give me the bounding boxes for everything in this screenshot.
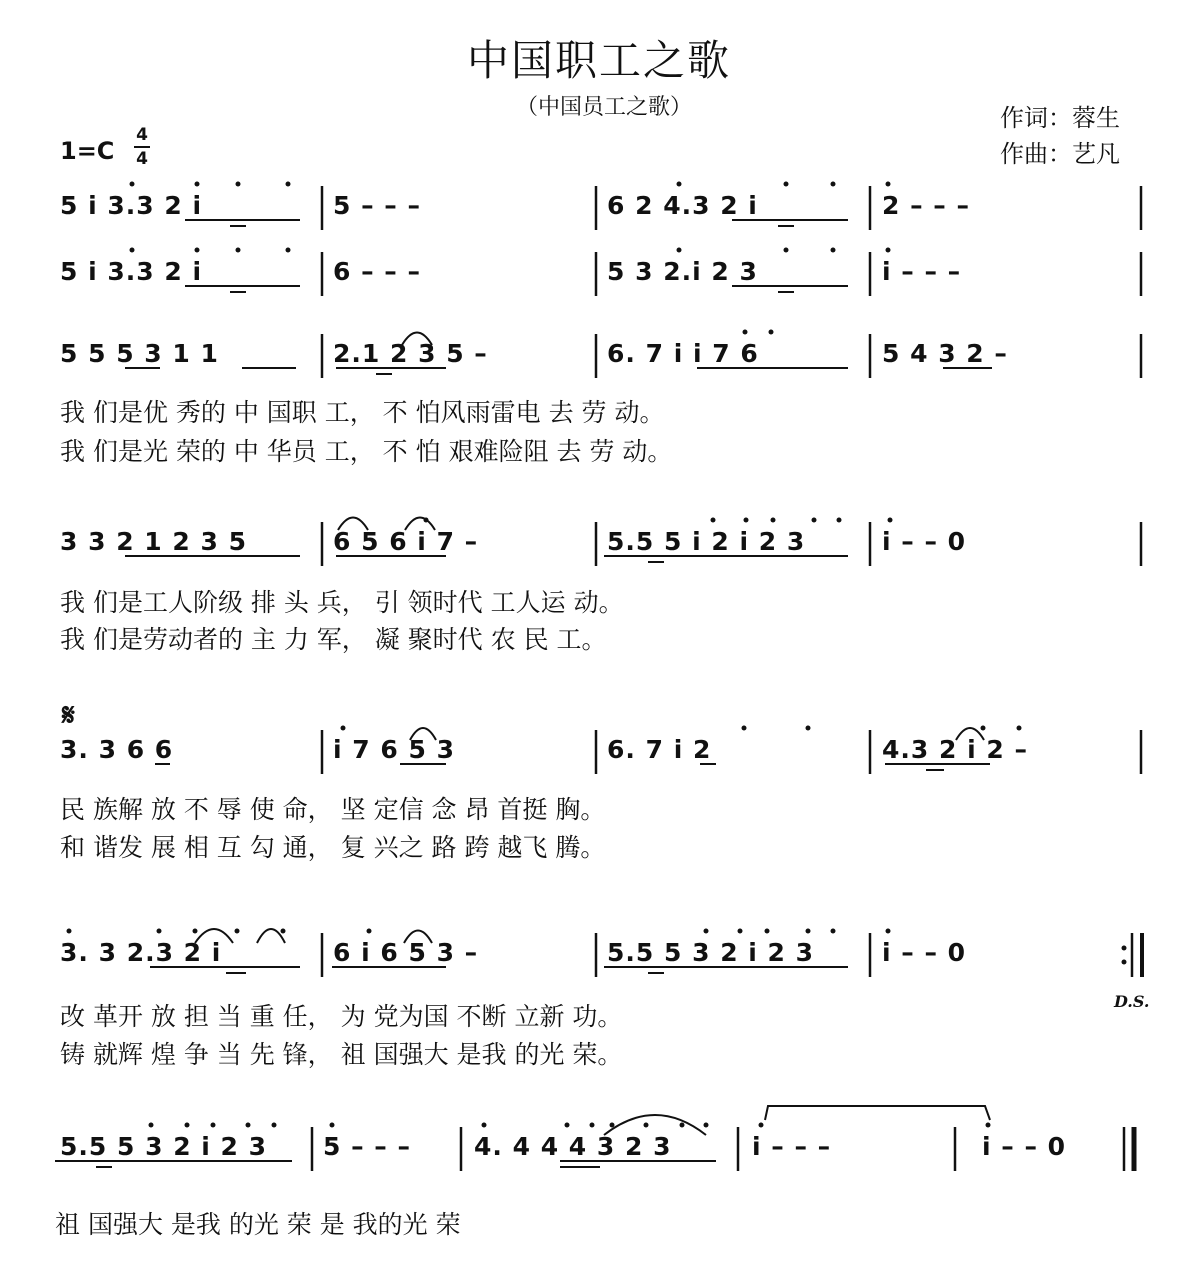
row6-lyrics-verse2: 铸 就辉 煌 争 当 先 锋， 祖 国强大 是我 的光 荣。: [60, 1040, 623, 1069]
high-octave-dot: [195, 248, 200, 253]
row3-lyrics-verse2: 我 们是光 荣的 中 华员 工， 不 怕 艰难险阻 去 劳 动。: [60, 437, 673, 466]
high-octave-dot: [769, 330, 774, 335]
slur: [402, 333, 432, 346]
tie-bracket: [765, 1106, 990, 1120]
high-octave-dot: [424, 518, 429, 523]
row5-measure3: 6. 7 i 2: [607, 735, 712, 764]
high-octave-dot: [236, 182, 241, 187]
high-octave-dot: [677, 248, 682, 253]
high-octave-dot: [565, 1123, 570, 1128]
row1-measure1: 5 i 3.3 2 i: [60, 191, 203, 220]
high-octave-dot: [831, 182, 836, 187]
row3-measure2: 2.1 2 3 5 –: [333, 339, 488, 368]
row1-measure4: 2 – – –: [882, 191, 971, 220]
high-octave-dot: [185, 1123, 190, 1128]
row6-measure3: 5.5 5 3 2 i 2 3: [607, 938, 815, 967]
high-octave-dot: [837, 518, 842, 523]
row6-measure2: 6 i 6 5 3 –: [333, 938, 479, 967]
repeat-dot: [1122, 960, 1127, 965]
row4-lyrics-verse1: 我 们是工人阶级 排 头 兵， 引 领时代 工人运 动。: [60, 588, 624, 617]
high-octave-dot: [281, 929, 286, 934]
high-octave-dot: [272, 1123, 277, 1128]
high-octave-dot: [677, 182, 682, 187]
high-octave-dot: [130, 182, 135, 187]
high-octave-dot: [806, 726, 811, 731]
slur: [195, 929, 233, 943]
time-signature-bottom: 4: [134, 146, 150, 170]
high-octave-dot: [784, 248, 789, 253]
high-octave-dot: [888, 518, 893, 523]
high-octave-dot: [211, 1123, 216, 1128]
high-octave-dot: [482, 1123, 487, 1128]
row4-measure3: 5.5 5 i 2 i 2 3: [607, 527, 806, 556]
high-octave-dot: [67, 929, 72, 934]
high-octave-dot: [157, 929, 162, 934]
high-octave-dot: [759, 1123, 764, 1128]
slur: [338, 518, 368, 531]
high-octave-dot: [235, 929, 240, 934]
song-subtitle: （中国员工之歌）: [515, 95, 692, 120]
composer-credit: 作曲：艺凡: [1000, 140, 1120, 168]
row5-lyrics-verse1: 民 族解 放 不 辱 使 命， 坚 定信 念 昂 首挺 胸。: [60, 795, 606, 824]
row7-measure2: 5 – – –: [323, 1132, 412, 1161]
row4-measure1: 3 3 2 1 2 3 5: [60, 527, 247, 556]
high-octave-dot: [330, 1123, 335, 1128]
song-title: 中国职工之歌: [466, 36, 731, 85]
row2-measure1: 5 i 3.3 2 i: [60, 257, 203, 286]
row6-measure4: i – – 0: [882, 938, 967, 967]
row7-measure1: 5.5 5 3 2 i 2 3: [60, 1132, 268, 1161]
slur: [956, 728, 984, 740]
high-octave-dot: [765, 929, 770, 934]
row1-measure2: 5 – – –: [333, 191, 422, 220]
slur: [410, 728, 436, 740]
row5-measure2: i 7 6 5 3: [333, 735, 455, 764]
lyricist-credit: 作词：蓉生: [1000, 104, 1120, 132]
segno-sign: 𝄋: [62, 698, 75, 733]
high-octave-dot: [744, 518, 749, 523]
high-octave-dot: [610, 1123, 615, 1128]
high-octave-dot: [286, 248, 291, 253]
slur: [404, 931, 432, 944]
high-octave-dot: [680, 1123, 685, 1128]
high-octave-dot: [743, 330, 748, 335]
slur: [604, 1115, 706, 1135]
high-octave-dot: [806, 929, 811, 934]
row3-measure1: 5 5 5 3 1 1: [60, 339, 219, 368]
high-octave-dot: [784, 182, 789, 187]
row1-measure3: 6 2 4.3 2 i: [607, 191, 758, 220]
high-octave-dot: [886, 248, 891, 253]
high-octave-dot: [193, 929, 198, 934]
row7-measure4: i – – –: [752, 1132, 832, 1161]
high-octave-dot: [246, 1123, 251, 1128]
row3-lyrics-verse1: 我 们是优 秀的 中 国职 工， 不 怕风雨雷电 去 劳 动。: [60, 398, 665, 427]
octave-dots: [67, 182, 1022, 1128]
key-signature: 1=C: [60, 137, 115, 165]
high-octave-dot: [831, 248, 836, 253]
high-octave-dot: [886, 929, 891, 934]
slur: [405, 518, 435, 531]
high-octave-dot: [831, 929, 836, 934]
row2-measure3: 5 3 2.i 2 3: [607, 257, 758, 286]
dal-segno-mark: D.S.: [1114, 992, 1150, 1011]
high-octave-dot: [195, 182, 200, 187]
high-octave-dot: [149, 1123, 154, 1128]
row7-measure3: 4. 4 4 4 3 2 3: [474, 1132, 672, 1161]
high-octave-dot: [986, 1123, 991, 1128]
row5-measure1: 3. 3 6 6: [60, 735, 174, 764]
row5-measure4: 4.3 2 i 2 –: [882, 735, 1028, 764]
row2-measure2: 6 – – –: [333, 257, 422, 286]
high-octave-dot: [711, 518, 716, 523]
high-octave-dot: [886, 182, 891, 187]
high-octave-dot: [644, 1123, 649, 1128]
high-octave-dot: [742, 726, 747, 731]
high-octave-dot: [341, 726, 346, 731]
high-octave-dot: [704, 1123, 709, 1128]
row4-measure2: 6 5 6 i 7 –: [333, 527, 479, 556]
high-octave-dot: [1017, 726, 1022, 731]
high-octave-dot: [590, 1123, 595, 1128]
high-octave-dot: [738, 929, 743, 934]
row4-measure4: i – – 0: [882, 527, 967, 556]
high-octave-dot: [704, 929, 709, 934]
row6-lyrics-verse1: 改 革开 放 担 当 重 任， 为 党为国 不断 立新 功。: [60, 1002, 623, 1031]
high-octave-dot: [286, 182, 291, 187]
high-octave-dot: [981, 726, 986, 731]
repeat-dots: [1122, 946, 1127, 965]
underlines: [55, 220, 992, 1167]
row5-lyrics-verse2: 和 谐发 展 相 互 勾 通， 复 兴之 路 跨 越飞 腾。: [60, 833, 606, 862]
high-octave-dot: [812, 518, 817, 523]
row2-measure4: i – – –: [882, 257, 962, 286]
row3-measure3: 6. 7 i i 7 6: [607, 339, 759, 368]
time-signature-top: 4: [136, 125, 148, 145]
high-octave-dot: [771, 518, 776, 523]
row7-lyrics: 祖 国强大 是我 的光 荣 是 我的光 荣: [55, 1210, 461, 1239]
bar-lines: [312, 186, 1142, 1171]
row4-lyrics-verse2: 我 们是劳动者的 主 力 军， 凝 聚时代 农 民 工。: [60, 625, 607, 654]
high-octave-dot: [367, 929, 372, 934]
row7-measure5: i – – 0: [982, 1132, 1067, 1161]
high-octave-dot: [236, 248, 241, 253]
row3-measure4: 5 4 3 2 –: [882, 339, 1008, 368]
high-octave-dot: [130, 248, 135, 253]
row6-measure1: 3. 3 2.3 2 i: [60, 938, 222, 967]
repeat-dot: [1122, 946, 1127, 951]
